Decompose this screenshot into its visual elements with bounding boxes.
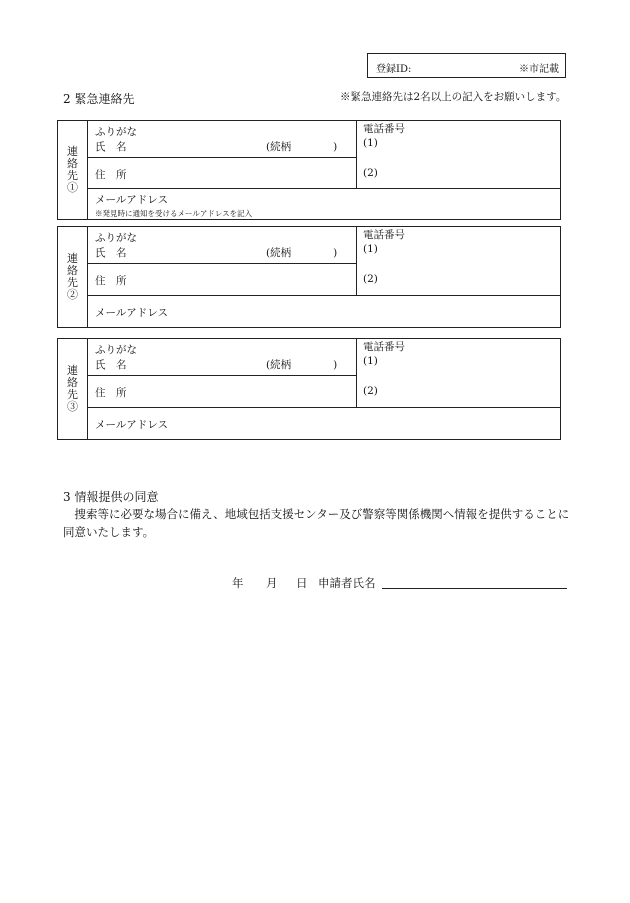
section-2-title: 2 緊急連絡先 <box>63 92 135 106</box>
contact-side-label-3: 連絡先③ <box>58 339 88 439</box>
phone-1-field[interactable]: (1) <box>363 137 378 149</box>
phone-label: 電話番号 <box>363 341 405 353</box>
relation-field[interactable]: (続柄 ) <box>266 141 338 153</box>
phone-label: 電話番号 <box>363 229 405 241</box>
address-field[interactable]: 住 所 <box>95 387 127 399</box>
row-divider <box>88 375 356 376</box>
section-3-title: 3 情報提供の同意 <box>63 490 159 504</box>
contact-block-1 <box>57 120 561 220</box>
email-field[interactable]: メールアドレス <box>95 307 168 319</box>
furigana-label: ふりがな <box>95 126 137 138</box>
email-field[interactable]: メールアドレス <box>95 194 168 206</box>
row-divider <box>88 157 356 158</box>
date-year-label: 年 <box>232 576 244 590</box>
furigana-label: ふりがな <box>95 232 137 244</box>
column-divider <box>356 121 357 188</box>
applicant-name-label: 申請者氏名 <box>318 576 376 590</box>
contact-side-label-1: 連絡先① <box>58 121 88 219</box>
date-month-label: 月 <box>266 576 278 590</box>
name-field[interactable]: 氏 名 <box>95 141 127 153</box>
column-divider <box>356 227 357 295</box>
contact-block-2 <box>57 226 561 328</box>
phone-label: 電話番号 <box>363 123 405 135</box>
registration-id-note: ※市記載 <box>519 64 559 75</box>
registration-id-label: 登録ID: <box>376 64 412 75</box>
address-field[interactable]: 住 所 <box>95 169 127 181</box>
date-day-label: 日 <box>296 576 308 590</box>
row-divider <box>88 295 560 296</box>
phone-1-field[interactable]: (1) <box>363 243 378 255</box>
applicant-signature-line[interactable] <box>382 588 567 589</box>
phone-2-field[interactable]: (2) <box>363 273 378 285</box>
phone-2-field[interactable]: (2) <box>363 167 378 179</box>
registration-id-box <box>367 53 566 78</box>
relation-field[interactable]: (続柄 ) <box>266 247 338 259</box>
consent-text: 捜索等に必要な場合に備え、地域包括支援センター及び警察等関係機関へ情報を提供することに同意いたします。 <box>63 507 570 539</box>
contact-side-label-2: 連絡先② <box>58 227 88 327</box>
row-divider <box>88 407 560 408</box>
row-divider <box>88 188 560 189</box>
phone-2-field[interactable]: (2) <box>363 385 378 397</box>
address-field[interactable]: 住 所 <box>95 275 127 287</box>
name-field[interactable]: 氏 名 <box>95 359 127 371</box>
column-divider <box>356 339 357 407</box>
furigana-label: ふりがな <box>95 344 137 356</box>
name-field[interactable]: 氏 名 <box>95 247 127 259</box>
email-field[interactable]: メールアドレス <box>95 419 168 431</box>
email-note: ※発見時に通知を受けるメールアドレスを記入 <box>95 209 253 218</box>
relation-field[interactable]: (続柄 ) <box>266 359 338 371</box>
phone-1-field[interactable]: (1) <box>363 355 378 367</box>
section-2-note: ※緊急連絡先は2名以上の記入をお願いします。 <box>340 91 567 103</box>
row-divider <box>88 263 356 264</box>
contact-block-3 <box>57 338 561 440</box>
